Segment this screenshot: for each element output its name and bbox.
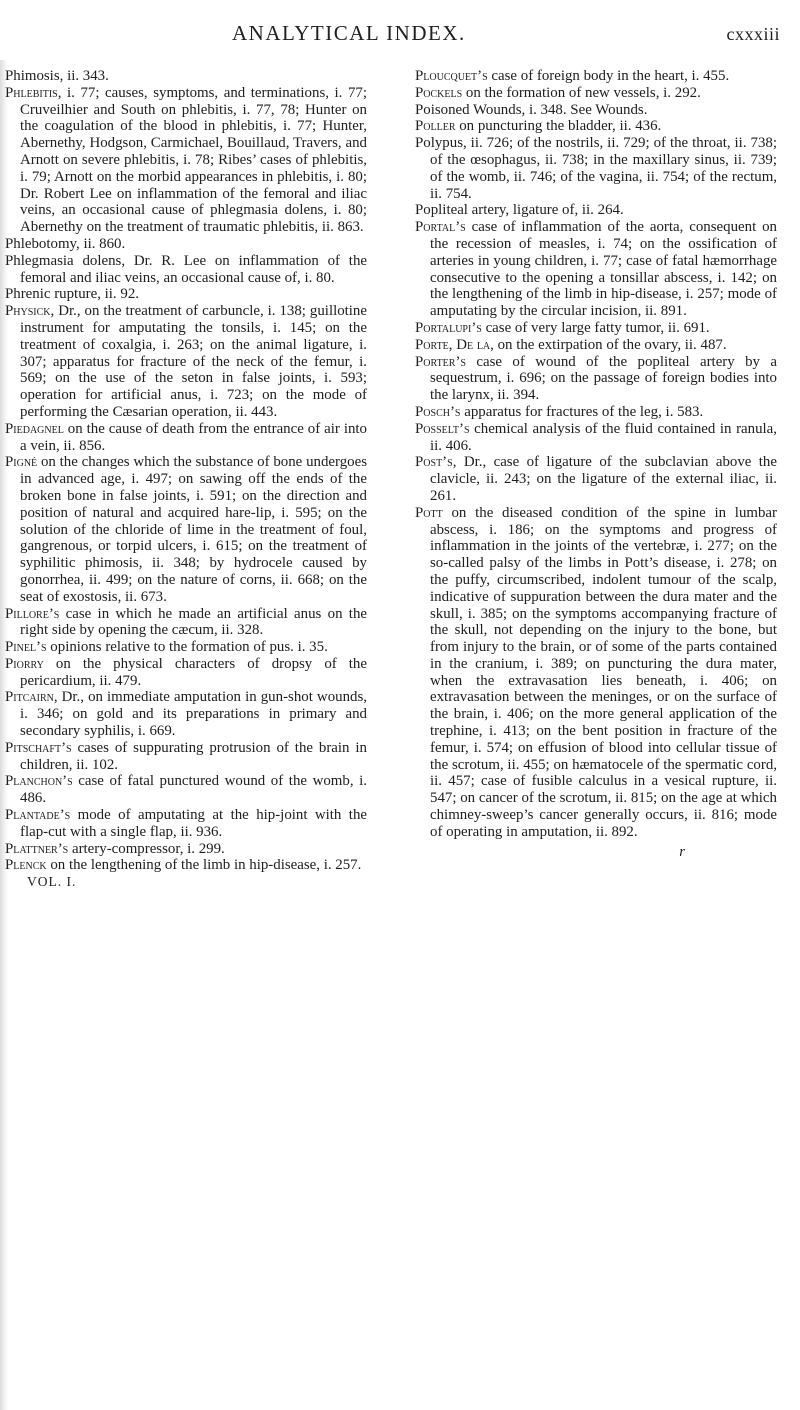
entry-text: on the extirpation of the ovary, ii. 487. [493, 336, 727, 353]
entry-text: Phlebotomy, ii. 860. [5, 235, 126, 252]
entry-headword: Portal’s [415, 219, 466, 236]
index-entry [5, 857, 367, 874]
entry-text: Popliteal artery, ligature of, ii. 264. [415, 202, 624, 219]
index-entry [415, 85, 777, 102]
running-title: ANALYTICAL INDEX. [232, 21, 466, 45]
entry-text: case of inflammation of the aorta, consequent on the recession of measles, i. 74; on the ossification of arteries in young children, i. 77; case of fatal hæmorrhage consecutive to the opening a tonsillar abscess, i. 142; on the lengthening of the limb in hip-disease, i. 257; mode of amputating by the circular incision, ii. 891. [430, 219, 777, 320]
entry-text: on the formation of new vessels, i. 292. [462, 84, 701, 101]
entry-text: mode of amputating at the hip-joint with the flap-cut with a single flap, ii. 936. [20, 807, 367, 840]
entry-headword: Plattner’s [5, 840, 69, 857]
entry-text: artery-compressor, i. 299. [68, 840, 225, 857]
index-entry [415, 454, 777, 504]
entry-text: on the physical characters of dropsy of the pericardium, ii. 479. [20, 655, 367, 689]
entry-headword: Pillore’s [5, 605, 60, 622]
index-entry [5, 454, 367, 605]
entry-text: Phlegmasia dolens, Dr. R. Lee on inflammation of the femoral and iliac veins, an occasional cause of, i. 80. [5, 252, 367, 286]
index-entry [5, 253, 367, 287]
index-entry [5, 421, 367, 455]
index-entry [415, 102, 777, 119]
index-entry [415, 354, 777, 404]
entry-headword: Pigné [5, 454, 38, 471]
index-entry [5, 656, 367, 690]
entry-headword: Pitcairn, [5, 689, 58, 706]
index-entry [415, 135, 777, 202]
entry-text: case of fatal punctured wound of the womb, i. 486. [20, 773, 367, 807]
index-entry [5, 639, 367, 656]
index-entry [415, 404, 777, 421]
index-entry [5, 303, 367, 421]
entry-text: case of very large fatty tumor, ii. 691. [481, 319, 710, 336]
index-entry [415, 219, 777, 320]
entry-headword: Piorry [5, 655, 44, 672]
entry-text: i. 77; causes, symptoms, and terminations, i. 77; Cruveilhier and South on phlebitis, i. 77, 78; Hunter on the coagulation of the blood in phlebitis, i. 77; Hunter, Abernethy, Hodgson, Carmichael, Bouillaud, Travers, and Arnott on severe phlebitis, i. 78; Ribes’ cases of phlebitis, i. 79; Arnott on the morbid appearances in phlebitis, i. 80; Dr. Robert Lee on inflammation of the femoral and iliac veins, an occasional cause of phlegmasia dolens, i. 80; Abernethy on the treatment of traumatic phlebitis, ii. 863. [20, 84, 367, 236]
entry-text: Dr., on the treatment of carbuncle, i. 138; guillotine instrument for amputating the tonsils, i. 145; on the treatment of coxalgia, i. 263; on the animal ligature, i. 307; apparatus for fracture of the neck of the femur, i. 569; on the use of the seton in false joints, i. 593; operation for artificial anus, i. 723; on the mode of performing the Cæsarian operation, ii. 443. [20, 303, 367, 420]
index-entry [415, 320, 777, 337]
entry-headword: Post’s, [415, 454, 457, 471]
entry-headword: Posch’s [415, 403, 461, 420]
page-number: cxxxiii [726, 24, 780, 44]
entry-headword: Piedagnel [5, 420, 64, 437]
entry-text: on the changes which the substance of bone undergoes in advanced age, i. 497; on sawing off the ends of the broken bone in false joints, i. 591; on the direction and position of natural and acquired hare-lip, i. 595; on the solution of the chloride of lime in the treatment of foul, gangrenous, or torpid ulcers, i. 615; on the treatment of syphilitic phimosis, ii. 348; by hydrocele caused by gonorrhea, ii. 499; on the nature of corns, ii. 668; on the seat of exostosis, ii. 673. [20, 454, 367, 605]
index-column-left [5, 68, 367, 891]
entry-text: Dr., case of ligature of the subclavian above the clavicle, ii. 243; on the ligature of the external iliac, ii. 261. [430, 454, 777, 504]
entry-headword: Planchon’s [5, 773, 73, 790]
entry-text: Phimosis, ii. 343. [5, 68, 109, 84]
index-entry [415, 421, 777, 455]
index-entry [415, 118, 777, 135]
entry-headword: Pockels [415, 84, 463, 101]
index-entry [5, 236, 367, 253]
index-entry [5, 807, 367, 841]
entry-text: case in which he made an artificial anus on the right side by opening the cæcum, ii. 328. [20, 605, 367, 639]
entry-headword: Pinel’s [5, 639, 47, 656]
entry-headword: Physick, [5, 303, 55, 320]
entry-headword: Plantade’s [5, 807, 71, 824]
page-header [0, 20, 800, 50]
index-entry [5, 85, 367, 236]
index-entry [5, 689, 367, 739]
index-entry [5, 606, 367, 640]
signature-mark: r [679, 843, 685, 860]
entry-text: on puncturing the bladder, ii. 436. [455, 118, 662, 135]
entry-headword: Ploucquet’s [415, 68, 488, 84]
entry-text: opinions relative to the formation of pus. i. 35. [46, 639, 328, 656]
entry-text: Dr., on immediate amputation in gun-shot wounds, i. 346; on gold and its preparations in primary and secondary syphilis, i. 669. [20, 689, 367, 740]
entry-text: Polypus, ii. 726; of the nostrils, ii. 729; of the throat, ii. 738; of the œsophagus, ii. 738; in the maxillary sinus, ii. 739; of the womb, ii. 746; of the vagina, ii. 754; of the rectum, ii. 754. [415, 135, 777, 202]
entry-text: Phrenic rupture, ii. 92. [5, 286, 139, 303]
entry-headword: Portalupi’s [415, 319, 482, 336]
index-entry [5, 740, 367, 774]
entry-headword: Porte, De la, [415, 336, 494, 353]
entry-headword: Poller [415, 118, 456, 135]
entry-text: chemical analysis of the fluid contained in ranula, ii. 406. [430, 420, 777, 454]
index-entry [5, 286, 367, 303]
entry-headword: Posselt’s [415, 420, 470, 437]
entry-headword: Plenck [5, 857, 47, 874]
index-entry [5, 68, 367, 85]
entry-headword: Porter’s [415, 353, 466, 370]
index-entry [415, 337, 777, 354]
entry-text: apparatus for fractures of the leg, i. 583. [460, 403, 704, 420]
entry-text: on the cause of death from the entrance of air into a vein, ii. 856. [20, 420, 367, 454]
index-entry [415, 202, 777, 219]
entry-text: on the lengthening of the limb in hip-disease, i. 257. [46, 857, 362, 874]
index-entry [415, 68, 777, 85]
entry-headword: Phlebitis, [5, 84, 62, 101]
entry-headword: Pott [415, 504, 443, 521]
volume-label: VOL. I. [27, 874, 77, 890]
entry-text: case of wound of the popliteal artery by a sequestrum, i. 696; on the passage of foreign bodies into the larynx, ii. 394. [430, 353, 777, 404]
entry-headword: Pitschaft’s [5, 739, 72, 756]
index-entry [415, 505, 777, 841]
index-entry [5, 841, 367, 858]
index-column-right [415, 68, 777, 860]
entry-text: Poisoned Wounds, i. 348. See Wounds. [415, 101, 648, 118]
entry-text: cases of suppurating protrusion of the brain in children, ii. 102. [20, 739, 367, 773]
entry-text: case of foreign body in the heart, i. 455. [487, 68, 730, 84]
index-entry [5, 773, 367, 807]
entry-text: on the diseased condition of the spine in lumbar abscess, i. 186; on the symptoms and progress of inflammation in the joints of the vertebræ, i. 277; on the so-called palsy of the limbs in Pott’s disease, i. 278; on the puffy, circumscribed, indolent tumour of the scalp, indicative of suppuration between the dura mater and the skull, i. 385; on the symptoms accompanying fracture of the skull, not depending on the injury to the bone, but from injury to the brain, or of some of the parts contained in the cranium, i. 389; on puncturing the dura mater, when the extravasation lies beneath, i. 406; on extravasation between the meninges, or on the surface of the brain, i. 406; on the more general application of the trephine, i. 413; on the bent position in fracture of the femur, i. 574; on effusion of blood into cellular tissue of the scrotum, ii. 455; on hæmatocele of the spermatic cord, ii. 457; case of fusible calculus in a vesical rupture, ii. 547; on cancer of the scrotum, ii. 815; on the age at which chimney-sweep’s cancer generally occurs, ii. 816; mode of operating in amputation, ii. 892. [430, 504, 777, 840]
